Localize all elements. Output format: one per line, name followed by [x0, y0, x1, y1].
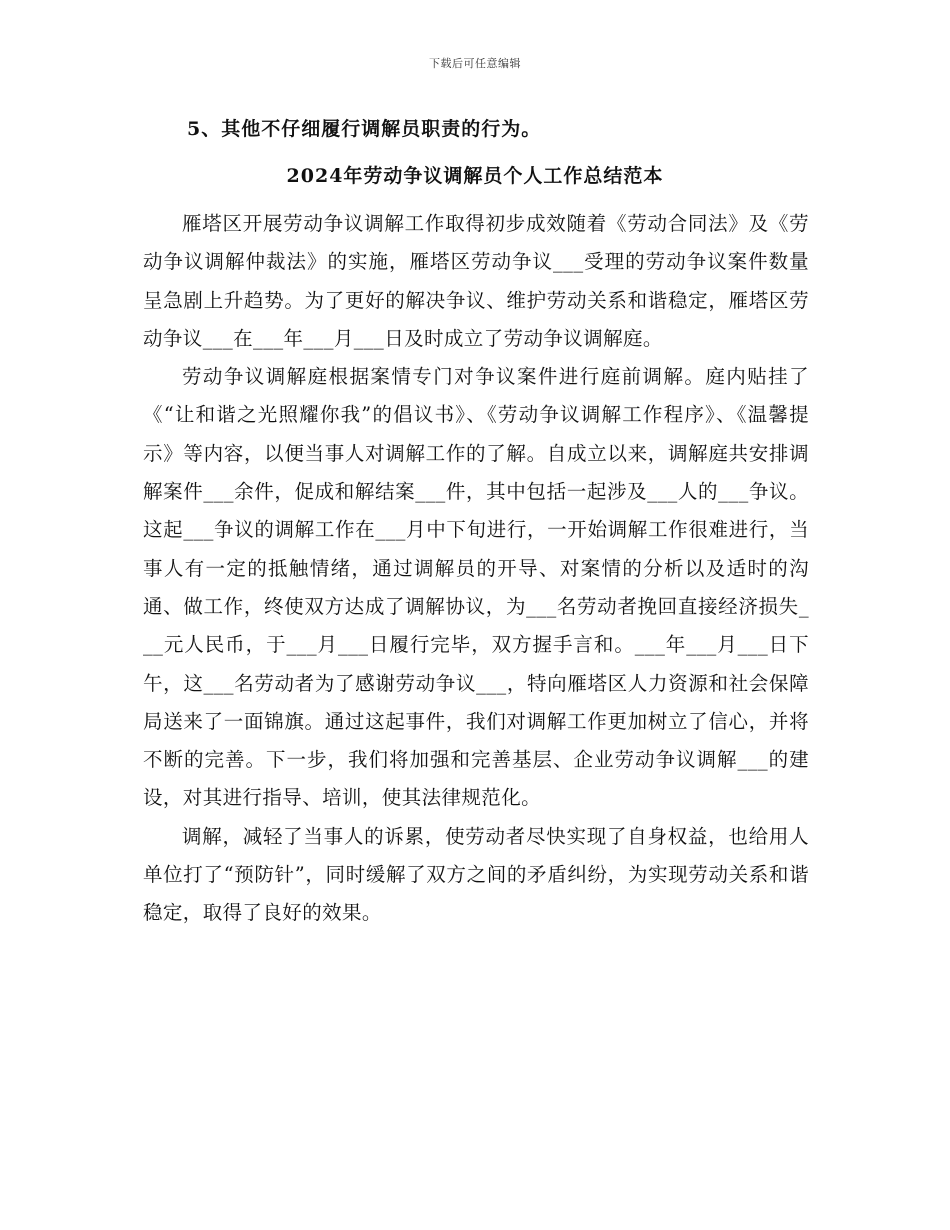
list-item-5: 5、其他不仔细履行调解员职责的行为。: [187, 118, 542, 140]
paragraph-2: 劳动争议调解庭根据案情专门对争议案件进行庭前调解。庭内贴挂了《“让和谐之光照耀你我”的倡议书》、《劳动争议调解工作程序》、《温馨提示》等内容，以便当事人对调解工作的了解。自成立以来，调解庭共安排调解案件___余件，促成和解结案___件，其中包括一起涉及___人的___争议。这起___争议的调解工作在___月中下旬进行，一开始调解工作很难进行，当事人有一定的抵触情绪，通过调解员的开导、对案情的分析以及适时的沟通、做工作，终使双方达成了调解协议，为___名劳动者挽回直接经济损失___元人民币，于___月___日履行完毕，双方握手言和。___年___月___日下午，这___名劳动者为了感谢劳动争议___，特向雁塔区人力资源和社会保障局送来了一面锦旗。通过这起事件，我们对调解工作更加树立了信心，并将不断的完善。下一步，我们将加强和完善基层、企业劳动争议调解___的建设，对其进行指导、培训，使其法律规范化。: [143, 365, 809, 810]
header-note: 下载后可任意编辑: [429, 57, 521, 70]
document-title: 2024年劳动争议调解员个人工作总结范本: [286, 165, 664, 187]
body-text: [143, 205, 809, 933]
paragraph-1: 雁塔区开展劳动争议调解工作取得初步成效随着《劳动合同法》及《劳动争议调解仲裁法》的实施，雁塔区劳动争议___受理的劳动争议案件数量呈急剧上升趋势。为了更好的解决争议、维护劳动关系和谐稳定，雁塔区劳动争议___在___年___月___日及时成立了劳动争议调解庭。: [143, 212, 809, 350]
paragraph-3: 调解，减轻了当事人的诉累，使劳动者尽快实现了自身权益，也给用人单位打了“预防针”，同时缓解了双方之间的矛盾纠纷，为实现劳动关系和谐稳定，取得了良好的效果。: [143, 824, 809, 925]
